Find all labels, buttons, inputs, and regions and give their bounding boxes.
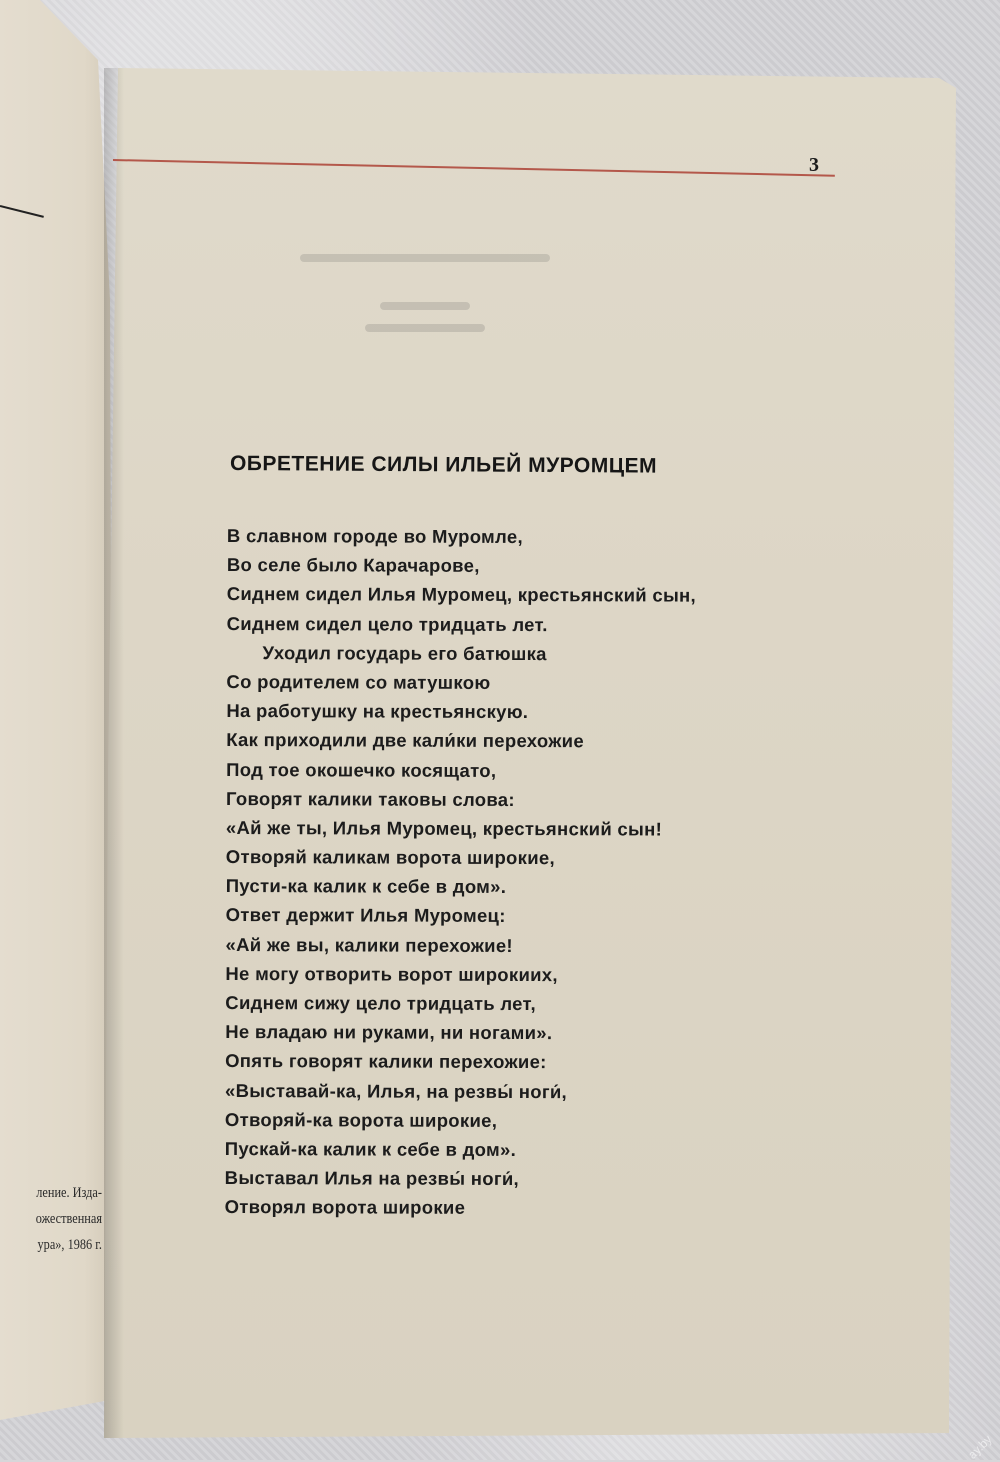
left-page-caption	[0, 1180, 102, 1258]
poem-line: В славном городе во Муромле,	[226, 525, 523, 548]
poem-line: Отворяй каликам ворота широкие,	[225, 846, 555, 869]
poem-line: Не могу отворить ворот широкиих,	[225, 962, 558, 985]
poem-line: Ответ держит Илья Муромец:	[225, 904, 506, 927]
poem-line: Как приходили две кали́ки перехожие	[226, 729, 585, 752]
poem-line: Отворял ворота широкие	[224, 1196, 466, 1219]
poem-line: Уходил государь его батюшка	[262, 641, 547, 664]
poem-line: Говорят калики таковы слова:	[225, 787, 515, 810]
watermark: ay.by	[965, 1432, 995, 1462]
poem-line: Под тое окошечко косящато,	[226, 758, 497, 781]
poem-line: Сиднем сижу цело тридцать лет,	[225, 991, 536, 1015]
bleed-through-text	[285, 240, 565, 370]
poem-title: ОБРЕТЕНИЕ СИЛЫ ИЛЬЕЙ МУРОМЦЕМ	[229, 452, 658, 478]
poem-line: Во селе было Карачарове,	[226, 554, 480, 577]
poem-line: Опять говорят калики перехожие:	[225, 1050, 547, 1073]
poem-line: Со родителем со матушкою	[226, 670, 491, 693]
left-caption-line: ожественная	[35, 1211, 102, 1227]
poem-line: Сиднем сидел Илья Муромец, крестьянский сын,	[226, 583, 697, 607]
page-number: 3	[809, 154, 819, 176]
poem-body	[225, 521, 827, 1224]
page-gutter-shadow	[104, 68, 124, 1438]
poem-line: Не владаю ни руками, ни ногами».	[225, 1021, 553, 1044]
poem-line: На работушку на крестьянскую.	[226, 700, 529, 723]
poem-line: «Ай же вы, калики перехожие!	[225, 933, 513, 956]
left-caption-line: ура», 1986 г.	[37, 1237, 102, 1253]
poem-line: Сиднем сидел цело тридцать лет.	[226, 612, 548, 635]
poem-line: Пусти-ка калик к себе в дом».	[225, 875, 507, 898]
poem-line: «Выставай-ка, Илья, на резвы́ ноги́,	[224, 1079, 568, 1102]
left-caption-line: ление. Изда-	[36, 1185, 102, 1201]
poem-line: Пускай-ка калик к себе в дом».	[224, 1137, 517, 1160]
poem-line: Выставал Илья на резвы́ ноги́,	[224, 1167, 520, 1190]
poem-line: Отворяй-ка ворота широкие,	[224, 1108, 498, 1131]
poem-line: «Ай же ты, Илья Муромец, крестьянский сын!	[225, 816, 663, 840]
